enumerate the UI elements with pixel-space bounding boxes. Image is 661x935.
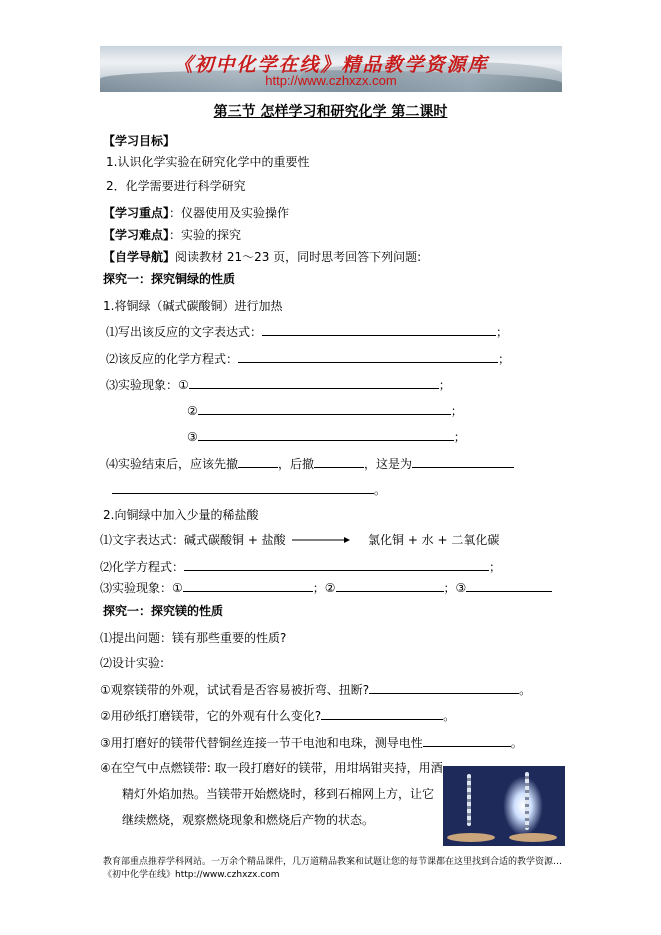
answer-blank[interactable] (183, 579, 313, 592)
question-item: 1.将铜绿（碱式碳酸铜）进行加热 (103, 299, 283, 313)
goal-item: 2．化学需要进行科学研究 (106, 179, 246, 193)
punctuation: ； (438, 378, 451, 392)
answer-blank[interactable] (336, 579, 444, 592)
banner-title: 《初中化学在线》精品教学资源库 (173, 54, 489, 76)
question-item: 2.向铜绿中加入少量的稀盐酸 (103, 508, 259, 522)
step-text: ⑴提出问题：镁有那些重要的性质? (100, 631, 287, 645)
banner-url[interactable]: http://www.czhxzx.com (265, 73, 397, 88)
header-banner (100, 46, 562, 92)
step-text: ⑵设计实验: (100, 656, 165, 670)
key-point (103, 205, 289, 221)
punctuation: 。 (510, 736, 523, 750)
question-line (100, 734, 523, 751)
punctuation: 。 (443, 709, 456, 723)
punctuation: ； (450, 404, 463, 418)
question-text: ③用打磨好的镁带代替铜丝连接一节干电池和电珠，测导电性 (100, 736, 423, 750)
magnesium-burning-photo (443, 766, 565, 846)
question-text: ③ (187, 430, 198, 444)
punctuation: 。 (374, 483, 387, 497)
asbestos-net-shape (447, 833, 495, 842)
answer-blank[interactable] (466, 579, 552, 592)
question-line (100, 579, 552, 596)
question-text: ② (187, 404, 198, 418)
punctuation: ； (453, 430, 466, 444)
goals-label: 【学习目标】 (103, 134, 176, 148)
answer-blank[interactable] (314, 455, 364, 468)
magnesium-ribbon-shape (525, 772, 529, 830)
inquiry1-heading: 探究一：探究铜绿的性质 (103, 272, 236, 286)
answer-blank[interactable] (412, 455, 514, 468)
question-text: ⑶实验现象：① (100, 581, 183, 595)
arrow-icon (292, 535, 350, 545)
question-text: ⑷实验结束后，应该先撤 (106, 457, 239, 471)
difficulty-label: 【学习难点】 (103, 228, 170, 242)
question-line (100, 707, 455, 724)
answer-blank[interactable] (189, 376, 439, 389)
question-text: ①观察镁带的外观，试试看是否容易被折弯、扭断? (100, 683, 370, 697)
answer-blank[interactable] (423, 734, 511, 747)
question-text: ⑵该反应的化学方程式： (106, 352, 239, 366)
question-text: ⑴写出该反应的文字表达式： (106, 325, 263, 339)
question-text: ，这是为 (364, 457, 413, 471)
answer-blank[interactable] (238, 455, 278, 468)
question-line (100, 681, 531, 698)
guide-text: 阅读教材 21～23 页，同时思考回答下列问题: (175, 250, 422, 264)
answer-blank[interactable] (321, 707, 443, 720)
question-line (106, 350, 510, 367)
key-text: ：仪器使用及实验操作 (169, 206, 290, 220)
difficulty-text: ：实验的探究 (169, 228, 242, 242)
asbestos-net-shape (509, 833, 557, 842)
question-line (100, 558, 501, 575)
goal-item: 1.认识化学实验在研究化学中的重要性 (106, 155, 310, 169)
step-text: 精灯外焰加热。当镁带开始燃烧时，移到石棉网上方，让它 (122, 787, 435, 801)
question-text: ⑶实验现象：① (106, 378, 189, 392)
inquiry2-heading: 探究一：探究镁的性质 (103, 604, 224, 618)
punctuation: 。 (519, 683, 532, 697)
question-line (112, 481, 386, 498)
question-line (106, 455, 514, 472)
footer-note: 教育部重点推荐学科网站。一万余个精品课件，几万道精品教案和试题让您的每节课都在这里找到合适的教学资源…《初中化学在线》http://www.czhxzx.com (103, 857, 563, 880)
question-line (187, 428, 466, 445)
question-text: ②用砂纸打磨镁带，它的外观有什么变化? (100, 709, 322, 723)
key-label: 【学习重点】 (103, 206, 170, 220)
difficulty (103, 227, 241, 243)
answer-blank[interactable] (184, 558, 489, 571)
answer-blank[interactable] (112, 481, 374, 494)
answer-blank[interactable] (198, 428, 454, 441)
question-line (187, 402, 463, 419)
question-line (106, 323, 508, 340)
question-text: ；② (312, 581, 336, 595)
flame-glow-shape (503, 776, 543, 836)
guide-label: 【自学导航】 (103, 250, 176, 264)
answer-blank[interactable] (198, 402, 451, 415)
magnesium-ribbon-shape (467, 774, 471, 826)
step-text: ④在空气中点燃镁带: 取一段打磨好的镁带，用坩埚钳夹持，用酒 (100, 761, 443, 775)
punctuation: ； (498, 352, 511, 366)
step-text: 继续燃烧，观察燃烧现象和燃烧后产物的状态。 (122, 813, 375, 827)
guide (103, 249, 421, 265)
punctuation: ； (489, 560, 502, 574)
answer-blank[interactable] (238, 350, 498, 363)
punctuation: ； (496, 325, 509, 339)
question-text: ⑵化学方程式： (100, 560, 185, 574)
equation-products: 氯化铜 + 水 + 二氧化碳 (368, 533, 500, 547)
question-text: ，后撤 (278, 457, 315, 471)
answer-blank[interactable] (369, 681, 519, 694)
question-line (106, 376, 451, 393)
page-title: 第三节 怎样学习和研究化学 第二课时 (213, 104, 448, 120)
question-text: ；③ (443, 581, 467, 595)
equation-text: ⑴文字表达式：碱式碳酸铜 + 盐酸 (100, 533, 286, 547)
answer-blank[interactable] (262, 323, 496, 336)
